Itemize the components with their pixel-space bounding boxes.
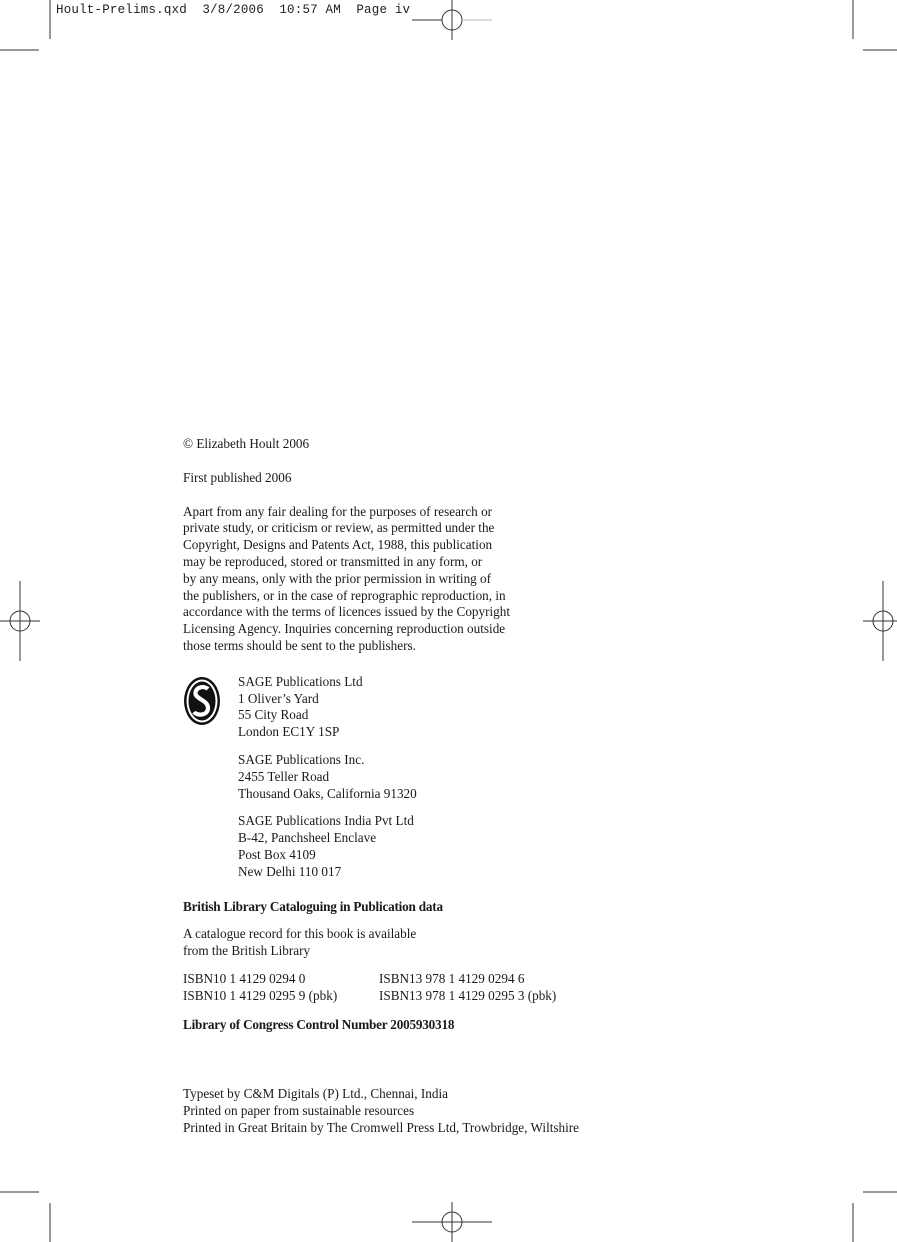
catalogue-line: A catalogue record for this book is available xyxy=(183,926,417,942)
catalogue-line: from the British Library xyxy=(183,943,311,959)
isbn13-hardback: ISBN13 978 1 4129 0294 6 xyxy=(379,970,525,986)
rights-line: those terms should be sent to the publishers. xyxy=(183,637,416,653)
rights-line: the publishers, or in the case of reprographic reproduction, in xyxy=(183,587,506,603)
address-line: SAGE Publications Ltd xyxy=(238,673,363,689)
british-library-note xyxy=(183,926,643,960)
address-line: London EC1Y 1SP xyxy=(238,724,340,740)
address-line: 2455 Teller Road xyxy=(238,768,330,784)
rights-paragraph xyxy=(183,504,643,655)
isbn10-hardback: ISBN10 1 4129 0294 0 xyxy=(183,970,306,986)
rights-line: private study, or criticism or review, as permitted under the xyxy=(183,520,495,536)
production-credits xyxy=(183,1086,579,1136)
file-slug: Hoult-Prelims.qxd 3/8/2006 10:57 AM Page iv xyxy=(56,3,411,17)
copyright-notice: © Elizabeth Hoult 2006 xyxy=(183,436,310,451)
library-of-congress-number: Library of Congress Control Number 2005930318 xyxy=(183,1016,455,1032)
address-line: B-42, Panchsheel Enclave xyxy=(238,830,377,846)
typeset-line: Typeset by C&M Digitals (P) Ltd., Chennai, India xyxy=(183,1086,448,1101)
rights-line: accordance with the terms of licences issued by the Copyright xyxy=(183,604,511,620)
printer-line: Printed in Great Britain by The Cromwell Press Ltd, Trowbridge, Wiltshire xyxy=(183,1119,580,1135)
rights-line: Copyright, Designs and Patents Act, 1988, this publication xyxy=(183,537,493,553)
rights-line: may be reproduced, stored or transmitted in any form, or xyxy=(183,553,483,569)
publisher-address-uk xyxy=(238,674,643,741)
isbn-list xyxy=(183,971,643,1005)
rights-line: Apart from any fair dealing for the purposes of research or xyxy=(183,503,493,519)
publisher-address-india xyxy=(238,813,643,880)
address-line: 55 City Road xyxy=(238,707,309,723)
rights-line: Licensing Agency. Inquiries concerning reproduction outside xyxy=(183,621,506,637)
registration-mark-left xyxy=(0,581,40,661)
copyright-page-content xyxy=(183,436,643,1033)
paper-line: Printed on paper from sustainable resources xyxy=(183,1102,415,1118)
rights-line: by any means, only with the prior permission in writing of xyxy=(183,570,492,586)
publisher-address-us xyxy=(238,752,643,802)
sage-s-logo-icon xyxy=(183,676,221,726)
address-line: 1 Oliver’s Yard xyxy=(238,690,319,706)
address-line: Thousand Oaks, California 91320 xyxy=(238,785,417,801)
registration-mark-top xyxy=(412,0,492,40)
address-line: New Delhi 110 017 xyxy=(238,863,342,879)
british-library-heading: British Library Cataloguing in Publication data xyxy=(183,898,443,914)
isbn10-paperback: ISBN10 1 4129 0295 9 (pbk) xyxy=(183,987,338,1003)
registration-mark-bottom xyxy=(412,1202,492,1242)
first-published: First published 2006 xyxy=(183,469,292,485)
isbn13-paperback: ISBN13 978 1 4129 0295 3 (pbk) xyxy=(379,987,557,1003)
registration-mark-right xyxy=(863,581,897,661)
address-line: Post Box 4109 xyxy=(238,846,316,862)
address-line: SAGE Publications India Pvt Ltd xyxy=(238,813,414,829)
address-line: SAGE Publications Inc. xyxy=(238,751,365,767)
publisher-addresses xyxy=(183,674,643,881)
